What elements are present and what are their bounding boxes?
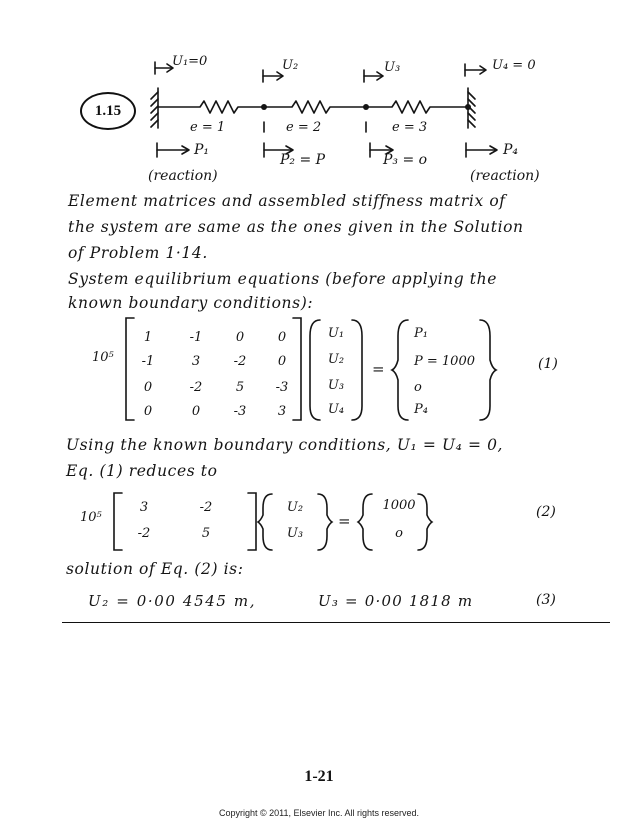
eq2-rhs: o — [395, 526, 403, 541]
label-p3: P₃ = o — [383, 152, 428, 168]
eq1-rhs: P = 1000 — [414, 354, 475, 369]
eq1-cell: -1 — [141, 354, 155, 369]
eq1-cell: 0 — [191, 404, 201, 419]
eq1-cell: 0 — [143, 404, 153, 419]
eq1-unknown: U₄ — [327, 402, 345, 417]
eq1-number: (1) — [538, 356, 558, 372]
label-element-3: e = 3 — [392, 120, 428, 135]
eq1-cell: -3 — [275, 380, 289, 395]
eq2-cell: 3 — [139, 500, 149, 515]
eq1-cell: 0 — [277, 354, 287, 369]
text-line-1: Element matrices and assembled stiffness matrix of — [68, 192, 506, 210]
text-line-5: known boundary conditions): — [68, 294, 314, 312]
text-line-7: Eq. (1) reduces to — [66, 462, 218, 480]
eq1-rhs: P₄ — [414, 402, 428, 417]
label-p1: P₁ — [194, 142, 210, 158]
copyright-notice: Copyright © 2011, Elsevier Inc. All rights reserved. — [218, 808, 420, 818]
eq1-cell: 5 — [235, 380, 245, 395]
eq1-scale: 10⁵ — [92, 350, 114, 365]
eq1-unknown: U₃ — [327, 378, 345, 393]
eq1-cell: 1 — [143, 330, 153, 345]
eq1-cell: 0 — [277, 330, 287, 345]
label-u2: U₂ — [282, 58, 299, 73]
eq2-cell: -2 — [199, 500, 213, 515]
eq2-equals: = — [338, 512, 351, 530]
eq3-number: (3) — [536, 592, 556, 608]
eq2-unknown: U₂ — [286, 500, 304, 515]
eq2-cell: 5 — [201, 526, 211, 541]
eq1-cell: -3 — [233, 404, 247, 419]
problem-number: 1.15 — [94, 102, 122, 119]
eq1-cell: -2 — [233, 354, 247, 369]
label-u1: U₁=0 — [172, 54, 208, 69]
text-line-8: solution of Eq. (2) is: — [66, 560, 244, 578]
section-divider — [62, 622, 610, 623]
reaction-left: (reaction) — [148, 168, 218, 184]
eq2-number: (2) — [536, 504, 556, 520]
eq1-cell: 3 — [277, 404, 287, 419]
label-u4: U₄ = 0 — [492, 58, 536, 73]
eq2-cell: -2 — [137, 526, 151, 541]
eq1-cell: -1 — [189, 330, 203, 345]
text-line-2: the system are same as the ones given in the Solution — [68, 218, 524, 236]
label-element-2: e = 2 — [286, 120, 322, 135]
eq1-cell: 0 — [235, 330, 245, 345]
text-line-6: Using the known boundary conditions, U₁ = U₄ = 0, — [66, 436, 504, 454]
text-line-3: of Problem 1·14. — [68, 244, 208, 262]
eq1-cell: 3 — [191, 354, 201, 369]
eq3-u3: U₃ = 0·00 1818 m — [318, 592, 474, 610]
text-line-4: System equilibrium equations (before applying the — [68, 270, 497, 288]
eq1-cell: -2 — [189, 380, 203, 395]
eq2-rhs: 1000 — [382, 498, 416, 513]
label-u3: U₃ — [384, 60, 401, 75]
eq1-rhs: o — [414, 380, 422, 395]
eq1-unknown: U₁ — [327, 326, 345, 341]
eq1-rhs: P₁ — [414, 326, 428, 341]
eq2-scale: 10⁵ — [80, 510, 102, 525]
page-number: 1-21 — [304, 768, 334, 785]
eq1-unknown: U₂ — [327, 352, 345, 367]
label-element-1: e = 1 — [190, 120, 226, 135]
label-p2: P₂ = P — [280, 152, 326, 168]
eq1-cell: 0 — [143, 380, 153, 395]
eq3-u2: U₂ = 0·00 4545 m, — [88, 592, 257, 610]
reaction-right: (reaction) — [470, 168, 540, 184]
eq1-equals: = — [372, 360, 385, 378]
label-p4: P₄ — [503, 142, 519, 158]
eq2-unknown: U₃ — [286, 526, 304, 541]
